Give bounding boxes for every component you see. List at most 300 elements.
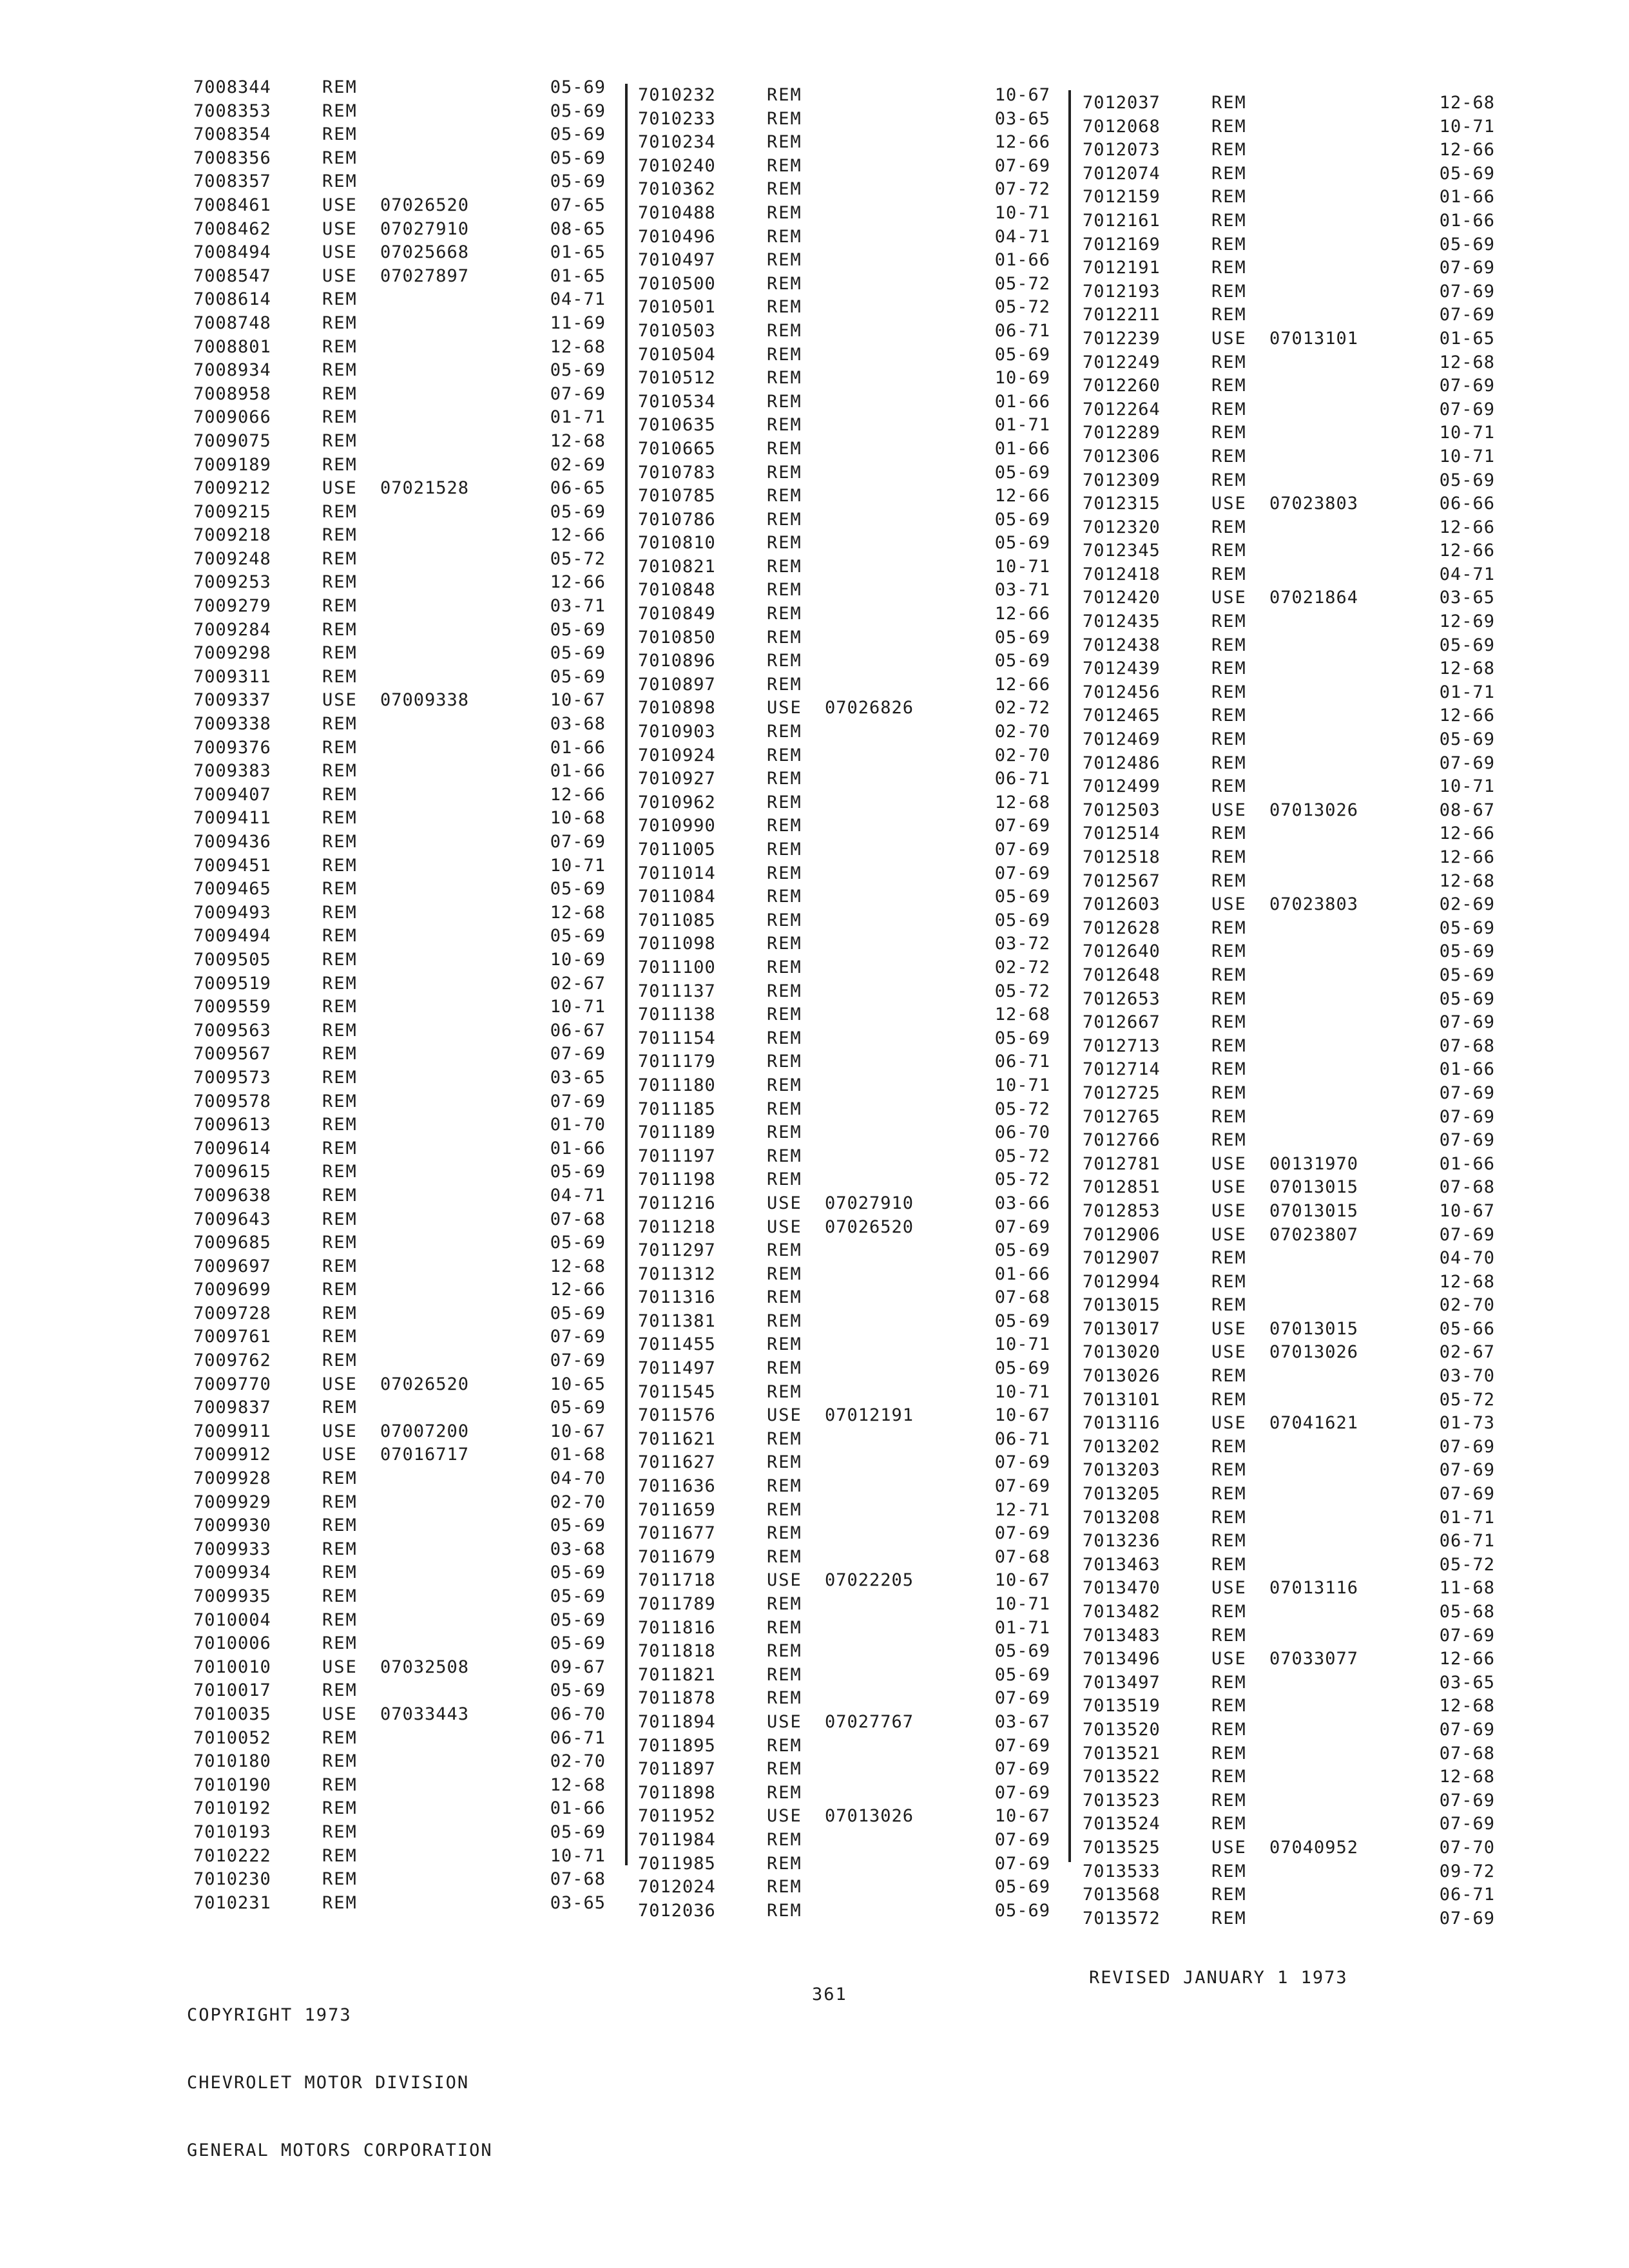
part-number: 7010990 bbox=[638, 816, 716, 836]
part-row bbox=[193, 1137, 606, 1161]
part-number: 7009837 bbox=[193, 1398, 271, 1418]
part-number: 7012320 bbox=[1083, 517, 1161, 537]
part-number: 7010190 bbox=[193, 1774, 271, 1795]
part-row bbox=[638, 84, 1050, 108]
part-status: REM bbox=[767, 1287, 802, 1308]
status-date: 07-72 bbox=[994, 179, 1050, 200]
part-number: 7012306 bbox=[1083, 446, 1161, 466]
part-number: 7008357 bbox=[193, 171, 271, 192]
part-status: REM bbox=[1211, 187, 1247, 207]
part-number: 7012036 bbox=[638, 1900, 716, 1921]
part-row bbox=[638, 1687, 1050, 1711]
status-date: 05-72 bbox=[994, 1099, 1050, 1119]
part-status: REM bbox=[1211, 1743, 1247, 1763]
replacement-part-number: 07033077 bbox=[1269, 1649, 1359, 1669]
part-number: 7009493 bbox=[193, 902, 271, 923]
part-row bbox=[1083, 1624, 1495, 1648]
part-status: REM bbox=[767, 320, 802, 341]
part-status: REM bbox=[767, 1334, 802, 1355]
status-date: 01-70 bbox=[550, 1115, 606, 1135]
part-row bbox=[193, 1208, 606, 1232]
division-line: CHEVROLET MOTOR DIVISION bbox=[187, 2073, 470, 2093]
part-number: 7012249 bbox=[1083, 352, 1161, 372]
status-date: 07-69 bbox=[1439, 1625, 1495, 1646]
part-row bbox=[1083, 139, 1495, 162]
part-row bbox=[193, 1892, 606, 1916]
part-number: 7013524 bbox=[1083, 1814, 1161, 1834]
part-status: REM bbox=[1211, 918, 1247, 938]
part-status: REM bbox=[1211, 1767, 1247, 1787]
part-row bbox=[193, 831, 606, 854]
status-date: 01-68 bbox=[550, 1445, 606, 1465]
part-row bbox=[638, 178, 1050, 202]
part-number: 7012438 bbox=[1083, 635, 1161, 655]
part-number: 7009935 bbox=[193, 1586, 271, 1606]
part-number: 7009376 bbox=[193, 737, 271, 758]
part-row bbox=[193, 76, 606, 100]
part-number: 7010010 bbox=[193, 1657, 271, 1677]
status-date: 01-66 bbox=[550, 761, 606, 782]
part-number: 7013520 bbox=[1083, 1719, 1161, 1740]
part-status: REM bbox=[322, 596, 358, 617]
part-row bbox=[1083, 988, 1495, 1012]
status-date: 12-66 bbox=[550, 1280, 606, 1300]
replacement-part-number: 07032508 bbox=[380, 1657, 470, 1677]
part-row bbox=[193, 1821, 606, 1845]
part-row bbox=[638, 720, 1050, 744]
status-date: 03-71 bbox=[550, 596, 606, 617]
status-date: 04-70 bbox=[550, 1468, 606, 1489]
part-status: USE bbox=[1211, 1837, 1247, 1858]
part-number: 7013017 bbox=[1083, 1318, 1161, 1339]
part-status: REM bbox=[767, 957, 802, 977]
replacement-part-number: 07021864 bbox=[1269, 588, 1359, 608]
part-status: REM bbox=[767, 1452, 802, 1473]
status-date: 05-69 bbox=[1439, 635, 1495, 655]
part-row bbox=[1083, 233, 1495, 257]
part-status: REM bbox=[322, 1562, 358, 1583]
part-status: USE bbox=[767, 1806, 802, 1827]
status-date: 10-67 bbox=[1439, 1200, 1495, 1221]
part-row bbox=[1083, 398, 1495, 422]
status-date: 07-69 bbox=[1439, 1082, 1495, 1103]
part-number: 7011895 bbox=[638, 1735, 716, 1756]
part-number: 7009929 bbox=[193, 1492, 271, 1512]
part-number: 7012994 bbox=[1083, 1271, 1161, 1292]
part-number: 7009928 bbox=[193, 1468, 271, 1489]
status-date: 06-71 bbox=[994, 1428, 1050, 1449]
part-row bbox=[638, 956, 1050, 980]
replacement-part-number: 07026520 bbox=[825, 1216, 914, 1237]
part-row bbox=[193, 1019, 606, 1043]
part-row bbox=[1083, 870, 1495, 894]
part-status: REM bbox=[1211, 870, 1247, 891]
part-status: REM bbox=[1211, 965, 1247, 985]
part-number: 7010534 bbox=[638, 391, 716, 412]
part-status: REM bbox=[1211, 210, 1247, 231]
part-row bbox=[193, 359, 606, 383]
part-row bbox=[193, 1514, 606, 1538]
status-date: 05-72 bbox=[994, 297, 1050, 318]
part-row bbox=[1083, 752, 1495, 776]
part-number: 7013208 bbox=[1083, 1507, 1161, 1528]
part-number: 7009685 bbox=[193, 1233, 271, 1253]
status-date: 10-67 bbox=[994, 1570, 1050, 1591]
part-row bbox=[193, 1797, 606, 1821]
part-row bbox=[1083, 303, 1495, 327]
status-date: 01-71 bbox=[1439, 1507, 1495, 1528]
replacement-part-number: 07013015 bbox=[1269, 1200, 1359, 1221]
part-number: 7011005 bbox=[638, 840, 716, 860]
part-row bbox=[193, 170, 606, 194]
part-number: 7011789 bbox=[638, 1594, 716, 1614]
part-status: REM bbox=[322, 1586, 358, 1606]
part-number: 7013497 bbox=[1083, 1672, 1161, 1693]
part-status: REM bbox=[1211, 1908, 1247, 1928]
replacement-part-number: 07013026 bbox=[1269, 800, 1359, 820]
status-date: 05-69 bbox=[994, 651, 1050, 671]
part-status: REM bbox=[322, 1185, 358, 1206]
part-number: 7011138 bbox=[638, 1004, 716, 1025]
part-status: REM bbox=[322, 1869, 358, 1890]
part-status: USE bbox=[322, 1445, 358, 1465]
part-row bbox=[193, 548, 606, 572]
part-status: REM bbox=[322, 666, 358, 687]
part-status: REM bbox=[767, 132, 802, 153]
part-status: REM bbox=[767, 155, 802, 176]
part-status: REM bbox=[1211, 1885, 1247, 1905]
part-status: REM bbox=[322, 619, 358, 640]
part-status: REM bbox=[322, 1468, 358, 1489]
part-row bbox=[1083, 1224, 1495, 1247]
part-row bbox=[193, 807, 606, 831]
status-date: 06-65 bbox=[550, 478, 606, 499]
status-date: 10-71 bbox=[994, 1075, 1050, 1095]
status-date: 07-69 bbox=[550, 1350, 606, 1371]
status-date: 01-66 bbox=[994, 250, 1050, 271]
status-date: 06-67 bbox=[550, 1020, 606, 1041]
status-date: 10-67 bbox=[994, 85, 1050, 105]
part-status: REM bbox=[1211, 1130, 1247, 1151]
replacement-part-number: 07027767 bbox=[825, 1711, 914, 1732]
part-number: 7012161 bbox=[1083, 210, 1161, 231]
part-status: REM bbox=[767, 769, 802, 789]
part-number: 7009075 bbox=[193, 430, 271, 451]
part-row bbox=[638, 1640, 1050, 1664]
part-row bbox=[1083, 327, 1495, 351]
part-row bbox=[193, 1113, 606, 1137]
part-status: REM bbox=[322, 454, 358, 475]
status-date: 05-69 bbox=[1439, 470, 1495, 490]
part-number: 7009934 bbox=[193, 1562, 271, 1583]
status-date: 01-66 bbox=[1439, 1153, 1495, 1174]
part-row bbox=[193, 1231, 606, 1255]
status-date: 10-71 bbox=[1439, 116, 1495, 137]
part-row bbox=[638, 1333, 1050, 1357]
part-row bbox=[638, 461, 1050, 485]
part-row bbox=[1083, 1765, 1495, 1789]
part-number: 7013236 bbox=[1083, 1531, 1161, 1552]
part-number: 7009930 bbox=[193, 1515, 271, 1536]
replacement-part-number: 07025668 bbox=[380, 242, 470, 263]
part-row bbox=[193, 1066, 606, 1090]
part-row bbox=[1083, 1341, 1495, 1365]
status-date: 10-71 bbox=[994, 202, 1050, 223]
status-date: 12-69 bbox=[1439, 611, 1495, 632]
part-number: 7008462 bbox=[193, 218, 271, 239]
replacement-part-number: 07023803 bbox=[1269, 494, 1359, 514]
part-status: USE bbox=[767, 1193, 802, 1213]
part-status: REM bbox=[1211, 1625, 1247, 1646]
status-date: 05-69 bbox=[550, 1821, 606, 1842]
status-date: 06-70 bbox=[550, 1704, 606, 1724]
part-row bbox=[1083, 351, 1495, 375]
replacement-part-number: 07041621 bbox=[1269, 1413, 1359, 1434]
part-number: 7012653 bbox=[1083, 988, 1161, 1009]
part-status: REM bbox=[322, 1162, 358, 1182]
part-row bbox=[193, 666, 606, 689]
part-row bbox=[193, 1043, 606, 1066]
part-status: REM bbox=[322, 430, 358, 451]
part-status: REM bbox=[767, 202, 802, 223]
part-row bbox=[1083, 1600, 1495, 1624]
part-status: REM bbox=[1211, 470, 1247, 490]
status-date: 07-69 bbox=[1439, 1814, 1495, 1834]
part-status: REM bbox=[1211, 423, 1247, 443]
part-row bbox=[638, 579, 1050, 602]
part-status: REM bbox=[322, 1798, 358, 1819]
part-number: 7009494 bbox=[193, 926, 271, 947]
part-status: REM bbox=[322, 1067, 358, 1088]
part-status: REM bbox=[1211, 163, 1247, 184]
status-date: 05-72 bbox=[994, 273, 1050, 294]
part-number: 7011677 bbox=[638, 1523, 716, 1544]
part-number: 7012073 bbox=[1083, 140, 1161, 160]
status-date: 07-69 bbox=[994, 840, 1050, 860]
part-row bbox=[638, 909, 1050, 933]
status-date: 05-69 bbox=[994, 533, 1050, 553]
status-date: 05-69 bbox=[550, 1562, 606, 1583]
part-status: REM bbox=[767, 368, 802, 389]
part-number: 7011180 bbox=[638, 1075, 716, 1095]
part-row bbox=[638, 296, 1050, 320]
part-number: 7008547 bbox=[193, 265, 271, 286]
part-number: 7012503 bbox=[1083, 800, 1161, 820]
part-status: REM bbox=[767, 1311, 802, 1331]
part-number: 7011821 bbox=[638, 1664, 716, 1685]
part-status: USE bbox=[767, 1711, 802, 1732]
status-date: 05-69 bbox=[1439, 965, 1495, 985]
part-status: REM bbox=[767, 1782, 802, 1803]
part-number: 7009578 bbox=[193, 1091, 271, 1111]
part-status: REM bbox=[1211, 1554, 1247, 1575]
part-status: REM bbox=[767, 415, 802, 436]
status-date: 12-66 bbox=[994, 674, 1050, 695]
part-row bbox=[193, 123, 606, 147]
part-number: 7011894 bbox=[638, 1711, 716, 1732]
status-date: 03-65 bbox=[550, 1067, 606, 1088]
part-number: 7009212 bbox=[193, 478, 271, 499]
status-date: 07-69 bbox=[1439, 376, 1495, 396]
part-number: 7011312 bbox=[638, 1264, 716, 1284]
part-status: REM bbox=[322, 926, 358, 947]
part-row bbox=[638, 980, 1050, 1004]
part-status: REM bbox=[322, 525, 358, 546]
part-row bbox=[638, 1074, 1050, 1098]
part-row bbox=[638, 367, 1050, 390]
part-row bbox=[193, 1349, 606, 1373]
replacement-part-number: 07027897 bbox=[380, 265, 470, 286]
part-number: 7013205 bbox=[1083, 1484, 1161, 1504]
part-number: 7008801 bbox=[193, 336, 271, 357]
corporation-line: GENERAL MOTORS CORPORATION bbox=[187, 2140, 493, 2160]
part-status: USE bbox=[1211, 1649, 1247, 1669]
status-date: 12-66 bbox=[1439, 1649, 1495, 1669]
part-row bbox=[1083, 586, 1495, 610]
part-number: 7008356 bbox=[193, 148, 271, 168]
part-status: REM bbox=[1211, 1082, 1247, 1103]
part-number: 7009563 bbox=[193, 1020, 271, 1041]
part-row bbox=[638, 1593, 1050, 1617]
part-row bbox=[1083, 799, 1495, 823]
part-row bbox=[638, 414, 1050, 437]
part-row bbox=[193, 1373, 606, 1397]
status-date: 03-66 bbox=[994, 1193, 1050, 1213]
part-row bbox=[638, 1003, 1050, 1027]
status-date: 07-69 bbox=[1439, 1908, 1495, 1928]
part-status: USE bbox=[1211, 1413, 1247, 1434]
part-number: 7008344 bbox=[193, 77, 271, 97]
part-number: 7013015 bbox=[1083, 1295, 1161, 1316]
revised-date: REVISED JANUARY 1 1973 bbox=[1089, 1968, 1348, 1988]
part-status: REM bbox=[1211, 682, 1247, 702]
part-number: 7010497 bbox=[638, 250, 716, 271]
status-date: 02-70 bbox=[550, 1492, 606, 1512]
part-number: 7010848 bbox=[638, 580, 716, 601]
part-number: 7012024 bbox=[638, 1877, 716, 1898]
part-status: REM bbox=[767, 1759, 802, 1780]
part-number: 7012567 bbox=[1083, 870, 1161, 891]
status-date: 07-69 bbox=[994, 1735, 1050, 1756]
part-status: REM bbox=[767, 1735, 802, 1756]
status-date: 04-71 bbox=[550, 289, 606, 310]
part-row bbox=[638, 1145, 1050, 1169]
part-number: 7009189 bbox=[193, 454, 271, 475]
part-status: REM bbox=[1211, 729, 1247, 750]
part-number: 7009284 bbox=[193, 619, 271, 640]
part-number: 7011014 bbox=[638, 863, 716, 883]
part-number: 7010231 bbox=[193, 1892, 271, 1913]
status-date: 05-69 bbox=[550, 77, 606, 97]
part-row bbox=[193, 241, 606, 265]
part-status: REM bbox=[1211, 1436, 1247, 1457]
part-number: 7010504 bbox=[638, 344, 716, 365]
part-row bbox=[193, 736, 606, 760]
part-row bbox=[1083, 822, 1495, 846]
status-date: 05-69 bbox=[550, 619, 606, 640]
part-row bbox=[638, 1546, 1050, 1570]
part-status: REM bbox=[767, 344, 802, 365]
part-row bbox=[193, 1750, 606, 1774]
status-date: 02-69 bbox=[1439, 894, 1495, 915]
status-date: 02-67 bbox=[550, 973, 606, 994]
part-row bbox=[1083, 162, 1495, 186]
part-number: 7010962 bbox=[638, 792, 716, 812]
part-number: 7013483 bbox=[1083, 1625, 1161, 1646]
part-number: 7012418 bbox=[1083, 564, 1161, 584]
part-status: REM bbox=[767, 816, 802, 836]
part-row bbox=[1083, 728, 1495, 752]
part-row bbox=[1083, 1294, 1495, 1318]
part-row bbox=[1083, 1483, 1495, 1506]
part-number: 7012713 bbox=[1083, 1035, 1161, 1056]
part-row bbox=[193, 642, 606, 666]
part-row bbox=[638, 1569, 1050, 1593]
part-number: 7010004 bbox=[193, 1610, 271, 1630]
part-status: REM bbox=[1211, 1672, 1247, 1693]
status-date: 05-69 bbox=[1439, 988, 1495, 1009]
status-date: 05-69 bbox=[550, 1680, 606, 1701]
part-row bbox=[1083, 1812, 1495, 1836]
part-status: USE bbox=[322, 218, 358, 239]
part-number: 7011985 bbox=[638, 1853, 716, 1874]
part-status: USE bbox=[1211, 328, 1247, 349]
part-status: USE bbox=[767, 1570, 802, 1591]
part-row bbox=[193, 218, 606, 242]
part-row bbox=[193, 312, 606, 336]
part-status: REM bbox=[767, 745, 802, 765]
part-number: 7010665 bbox=[638, 438, 716, 459]
part-number: 7013496 bbox=[1083, 1649, 1161, 1669]
part-row bbox=[1083, 1671, 1495, 1695]
status-date: 06-71 bbox=[994, 320, 1050, 341]
part-row bbox=[193, 524, 606, 548]
part-row bbox=[1083, 1082, 1495, 1106]
part-row bbox=[193, 1491, 606, 1515]
part-number: 7013020 bbox=[1083, 1342, 1161, 1363]
part-number: 7010006 bbox=[193, 1633, 271, 1654]
part-status: REM bbox=[767, 1099, 802, 1119]
part-number: 7011898 bbox=[638, 1782, 716, 1803]
replacement-part-number: 07040952 bbox=[1269, 1837, 1359, 1858]
part-number: 7012640 bbox=[1083, 941, 1161, 962]
part-status: REM bbox=[767, 1240, 802, 1261]
part-status: REM bbox=[322, 1091, 358, 1111]
part-status: USE bbox=[767, 698, 802, 718]
part-row bbox=[638, 1451, 1050, 1475]
status-date: 05-69 bbox=[550, 1633, 606, 1654]
part-number: 7012439 bbox=[1083, 658, 1161, 679]
part-row bbox=[1083, 1506, 1495, 1530]
status-date: 05-69 bbox=[994, 1028, 1050, 1048]
status-date: 05-69 bbox=[1439, 729, 1495, 750]
part-status: REM bbox=[1211, 564, 1247, 584]
part-number: 7010234 bbox=[638, 132, 716, 153]
part-number: 7011545 bbox=[638, 1381, 716, 1402]
part-row bbox=[638, 1263, 1050, 1287]
part-number: 7012667 bbox=[1083, 1012, 1161, 1033]
part-row bbox=[1083, 91, 1495, 115]
part-row bbox=[1083, 1412, 1495, 1436]
part-status: REM bbox=[322, 832, 358, 852]
status-date: 06-71 bbox=[994, 769, 1050, 789]
part-row bbox=[1083, 1106, 1495, 1129]
part-number: 7008958 bbox=[193, 383, 271, 404]
status-date: 12-68 bbox=[994, 792, 1050, 812]
status-date: 12-66 bbox=[994, 486, 1050, 506]
status-date: 01-66 bbox=[1439, 210, 1495, 231]
part-status: REM bbox=[322, 572, 358, 593]
